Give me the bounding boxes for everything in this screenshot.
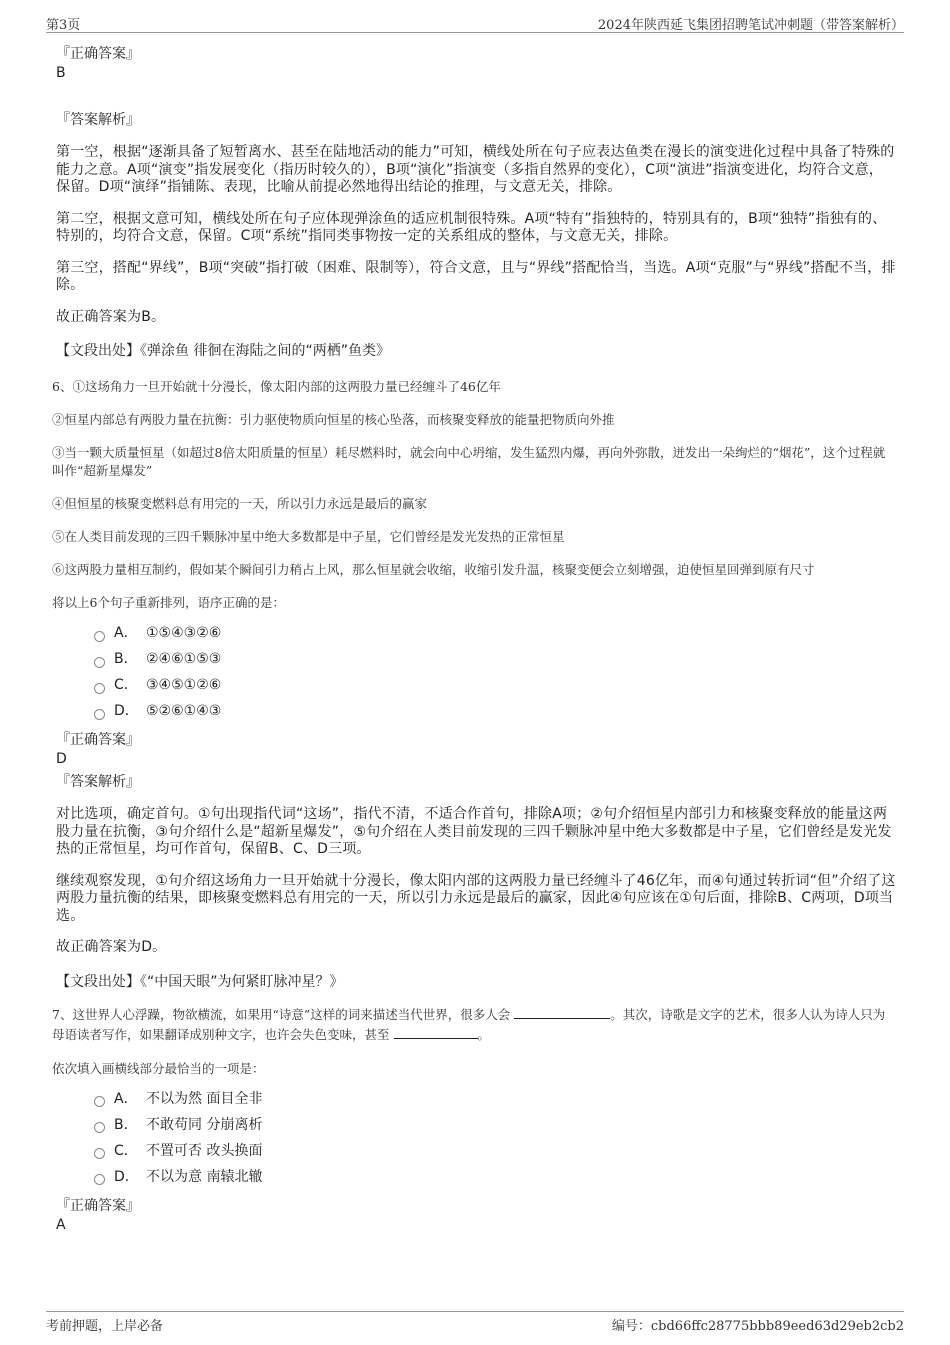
page-header: [46, 12, 904, 33]
sentence-item: ④但恒星的核聚变燃料总有用完的一天，所以引力永远是最后的赢家: [52, 496, 428, 511]
sentence-item: ③当一颗大质量恒星（如超过8倍太阳质量的恒星）耗尽燃料时，就会向中心坍缩，发生猛烈内爆，再向外弥散，迸发出一朵绚烂的“烟花”，这个过程就叫作“超新星爆发”: [52, 445, 886, 478]
analysis-paragraph: 故正确答案为B。: [56, 308, 166, 325]
sentence-item: ②恒星内部总有两股力量在抗衡：引力驱使物质向恒星的核心坠落，而核聚变释放的能量把物质向外推: [52, 412, 615, 427]
analysis-paragraph: 对比选项，确定首句。①句出现指代词“这场”，指代不清，不适合作首句，排除A项；②句介绍恒星内部引力和核聚变释放的能量这两股力量在抗衡，③句介绍什么是“超新星爆发”，⑤句介绍在人类目前发现的三四千颗脉冲星中绝大多数都是中子星，它们曾经是发光发热的正常恒星，均可作首句，保留B、C、D三项。: [56, 806, 892, 857]
option-text: ②④⑥①⑤③: [146, 651, 222, 667]
option-letter: B．: [114, 1116, 138, 1133]
option-text: 不以为意 南辕北辙: [146, 1168, 263, 1185]
question-stem: [52, 1005, 896, 1045]
radio-icon[interactable]: [94, 683, 105, 694]
radio-icon[interactable]: [94, 1096, 105, 1107]
question-prompt: 将以上6个句子重新排列，语序正确的是：: [52, 595, 285, 610]
answer-label: 『正确答案』: [56, 732, 140, 748]
options-list: [94, 1086, 896, 1190]
radio-icon[interactable]: [94, 631, 105, 642]
question-prompt: 依次填入画横线部分最恰当的一项是：: [52, 1060, 265, 1076]
option-letter: A．: [114, 1090, 138, 1107]
page-footer: [46, 1311, 904, 1335]
option-b[interactable]: [94, 646, 896, 672]
radio-icon[interactable]: [94, 709, 105, 720]
option-letter: B．: [114, 651, 138, 667]
option-c[interactable]: [94, 672, 896, 698]
option-d[interactable]: [94, 698, 896, 724]
footer-slogan: 考前押题，上岸必备: [46, 1319, 164, 1334]
answer-label: 『正确答案』: [56, 1197, 140, 1214]
radio-icon[interactable]: [94, 657, 105, 668]
option-letter: A．: [114, 625, 138, 641]
option-a[interactable]: [94, 1086, 896, 1112]
option-text: ①⑤④③②⑥: [146, 625, 222, 641]
fill-blank: [394, 1026, 478, 1039]
option-c[interactable]: [94, 1138, 896, 1164]
analysis-paragraph: 第三空，搭配“界线”，B项“突破”指打破（困难、限制等），符合文意，且与“界线”搭配恰当，当选。A项“克服”与“界线”搭配不当，排除。: [56, 259, 896, 293]
option-text: 不敢苟同 分崩离析: [146, 1116, 263, 1133]
option-a[interactable]: [94, 620, 896, 646]
radio-icon[interactable]: [94, 1148, 105, 1159]
option-text: 不置可否 改头换面: [146, 1142, 263, 1159]
option-text: ⑤②⑥①④③: [146, 703, 222, 719]
document-title: 2024年陕西延飞集团招聘笔试冲刺题（带答案解析）: [597, 18, 904, 33]
analysis-paragraph: 第二空，根据文意可知，横线处所在句子应体现弹涂鱼的适应机制很特殊。A项“特有”指独特的，特别具有的，B项“独特”指独有的、特别的，均符合文意，保留。C项“系统”指同类事物按一定的关系组成的整体，与文意无关，排除。: [56, 210, 887, 244]
option-text: ③④⑤①②⑥: [146, 677, 222, 693]
question-stem: 6、①这场角力一旦开始就十分漫长，像太阳内部的这两股力量已经缠斗了46亿年: [52, 379, 501, 394]
analysis-paragraph: 继续观察发现，①句介绍这场角力一旦开始就十分漫长，像太阳内部的这两股力量已经缠斗了46亿年，而④句通过转折词“但”介绍了这两股力量抗衡的结果，即核聚变燃料总有用完的一天，所以引力永远是最后的赢家，因此④句应该在①句后面，排除B、C两项，D项当选。: [56, 872, 896, 924]
option-letter: D．: [114, 703, 139, 719]
question-text: 。: [477, 1026, 491, 1042]
code-label: 编号：: [611, 1319, 651, 1334]
analysis-paragraph: 第一空，根据“逐渐具备了短暂离水、甚至在陆地活动的能力”可知，横线处所在句子应表达鱼类在漫长的演变进化过程中具备了特殊的能力之意。A项“演变”指发展变化（指历时较久的），B项“演化”指演变（多指自然界的变化），C项“演进”指演变进化，均符合文意，保留。D项“演绎”指铺陈、表现，比喻从前提必然地得出结论的推理，与文意无关，排除。: [56, 144, 895, 195]
analysis-label: 『答案解析』: [56, 112, 140, 128]
option-d[interactable]: [94, 1164, 896, 1190]
question-text: 7、这世界人心浮躁，物欲横流，如果用“诗意”这样的词来描述当代世界，很多人会: [52, 1006, 511, 1022]
source-citation: 【文段出处】《“中国天眼”为何紧盯脉冲星？》: [56, 973, 344, 990]
document-code: [612, 1315, 904, 1334]
page-content: [52, 44, 896, 1248]
code-value: cbd66ffc28775bbb89eed63d29eb2cb2: [650, 1319, 904, 1334]
sentence-item: ⑥这两股力量相互制约，假如某个瞬间引力稍占上风，那么恒星就会收缩，收缩引发升温，核聚变便会立刻增强，迫使恒星回弹到原有尺寸: [52, 562, 815, 577]
question-text: 。其次，诗歌是文字的艺术，很多人认为诗人只为母语读者写作，如果翻译成别种文字，也许会失色变味，甚至: [52, 1006, 886, 1042]
sentence-item: ⑤在人类目前发现的三四千颗脉冲星中绝大多数都是中子星，它们曾经是发光发热的正常恒星: [52, 529, 565, 544]
radio-icon[interactable]: [94, 1174, 105, 1185]
option-b[interactable]: [94, 1112, 896, 1138]
options-list: [94, 620, 896, 724]
option-letter: C．: [114, 677, 138, 693]
fill-blank: [514, 1006, 610, 1019]
correct-answer: B: [56, 65, 66, 81]
option-letter: D．: [114, 1168, 139, 1185]
radio-icon[interactable]: [94, 1122, 105, 1133]
correct-answer: A: [56, 1216, 66, 1233]
source-citation: 【文段出处】《弹涂鱼 徘徊在海陆之间的“两栖”鱼类》: [56, 343, 390, 359]
analysis-label: 『答案解析』: [56, 774, 140, 790]
analysis-paragraph: 故正确答案为D。: [56, 939, 167, 955]
option-text: 不以为然 面目全非: [146, 1090, 263, 1107]
correct-answer: D: [56, 751, 67, 767]
answer-label: 『正确答案』: [56, 46, 140, 62]
option-letter: C．: [114, 1142, 138, 1159]
page-number: 第3页: [46, 18, 81, 33]
